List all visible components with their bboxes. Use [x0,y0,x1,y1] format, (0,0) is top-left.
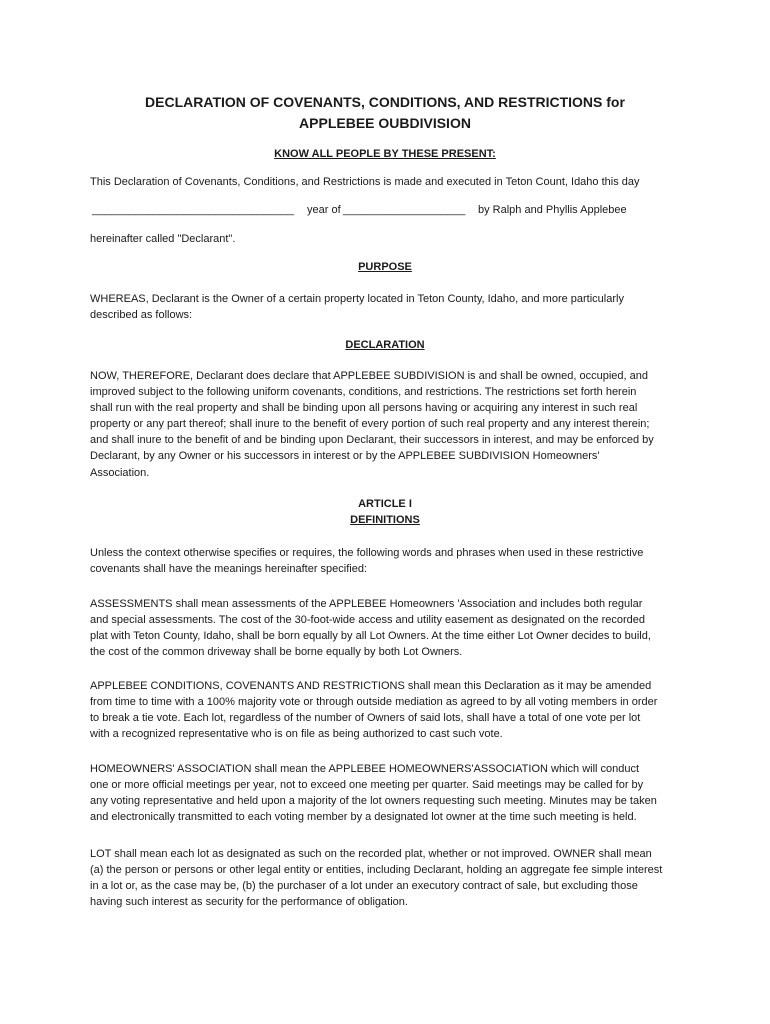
now-therefore-paragraph: NOW, THEREFORE, Declarant does declare that APPLEBEE SUBDIVISION is and shall be owned, occupied, and improved subject to the following uniform covenants, conditions, and restrictions. The restrictions set forth herein shall run with the real property and shall be binding upon all persons having or acquiring any interest in such real property or any part thereof; shall inure to the benefit of every portion of such real property and any interest therein; and shall inure to the benefit of and be binding upon Declarant, their successors in interest, and may be enforced by Declarant, by any Owner or his successors in interest or by the APPLEBEE SUBDIVISION Homeowners' Association. [90,370,654,479]
assessments-paragraph: ASSESSMENTS shall mean assessments of the APPLEBEE Homeowners 'Association and includes both regular and special assessments. The cost of the 30-foot-wide access and utility easement as designated on the recorded plat with Teton County, Idaho, shall be born equally by all Lot Owners. At the time either Lot Owner decides to build, the cost of the common driveway shall be borne equally by both Lot Owners. [90,598,651,659]
definitions-intro-paragraph: Unless the context otherwise specifies or requires, the following words and phrases when used in these restrictive covenants shall have the meanings hereinafter specified: [90,547,644,576]
definitions-heading: DEFINITIONS [350,514,420,526]
know-all-heading: KNOW ALL PEOPLE BY THESE PRESENT: [274,148,496,160]
conditions-paragraph: APPLEBEE CONDITIONS, COVENANTS AND RESTRICTIONS shall mean this Declaration as it may be amended from time to time with a 100% majority vote or through outside mediation as agreed to by all voting members in order to break a tie vote. Each lot, regardless of the number of Owners of said lots, shall have a total of one vote per lot with a recognized representative who is on file as being authorized to cast such vote. [90,680,658,741]
whereas-paragraph: WHEREAS, Declarant is the Owner of a certain property located in Teton County, Idaho, and more particularly described as follows: [90,293,624,322]
declaration-heading: DECLARATION [345,339,425,351]
date-year-of-label: year of [307,204,341,216]
article-heading: ARTICLE I [358,498,412,510]
document-title-line-2: APPLEBEE OUBDIVISION [299,115,471,131]
hereinafter-text: hereinafter called "Declarant". [90,233,236,245]
document-title-line-1: DECLARATION OF COVENANTS, CONDITIONS, AND RESTRICTIONS for [145,94,625,110]
intro-paragraph: This Declaration of Covenants, Conditions, and Restrictions is made and executed in Teton Count, Idaho this day [90,176,640,188]
date-blank-year: ____________________ [343,204,466,216]
association-paragraph: HOMEOWNERS' ASSOCIATION shall mean the APPLEBEE HOMEOWNERS'ASSOCIATION which will conduct one or more official meetings per year, not to exceed one meeting per quarter. Said meetings may be called for by any voting representative and held upon a majority of the lot owners requesting such meeting. Minutes may be taken and electronically transmitted to each voting member by a designated lot owner at the time such meeting is held. [90,763,657,824]
lot-paragraph: LOT shall mean each lot as designated as such on the recorded plat, whether or not improved. OWNER shall mean (a) the person or persons or other legal entity or entities, including Declarant, holding an aggregate fee simple interest in a lot or, as the case may be, (b) the purchaser of a lot under an executory contract of sale, but excluding those having such interest as security for the performance of obligation. [90,848,663,909]
date-blank-day: _________________________________ [92,204,294,216]
declarant-names: by Ralph and Phyllis Applebee [478,204,627,216]
purpose-heading: PURPOSE [358,261,412,273]
